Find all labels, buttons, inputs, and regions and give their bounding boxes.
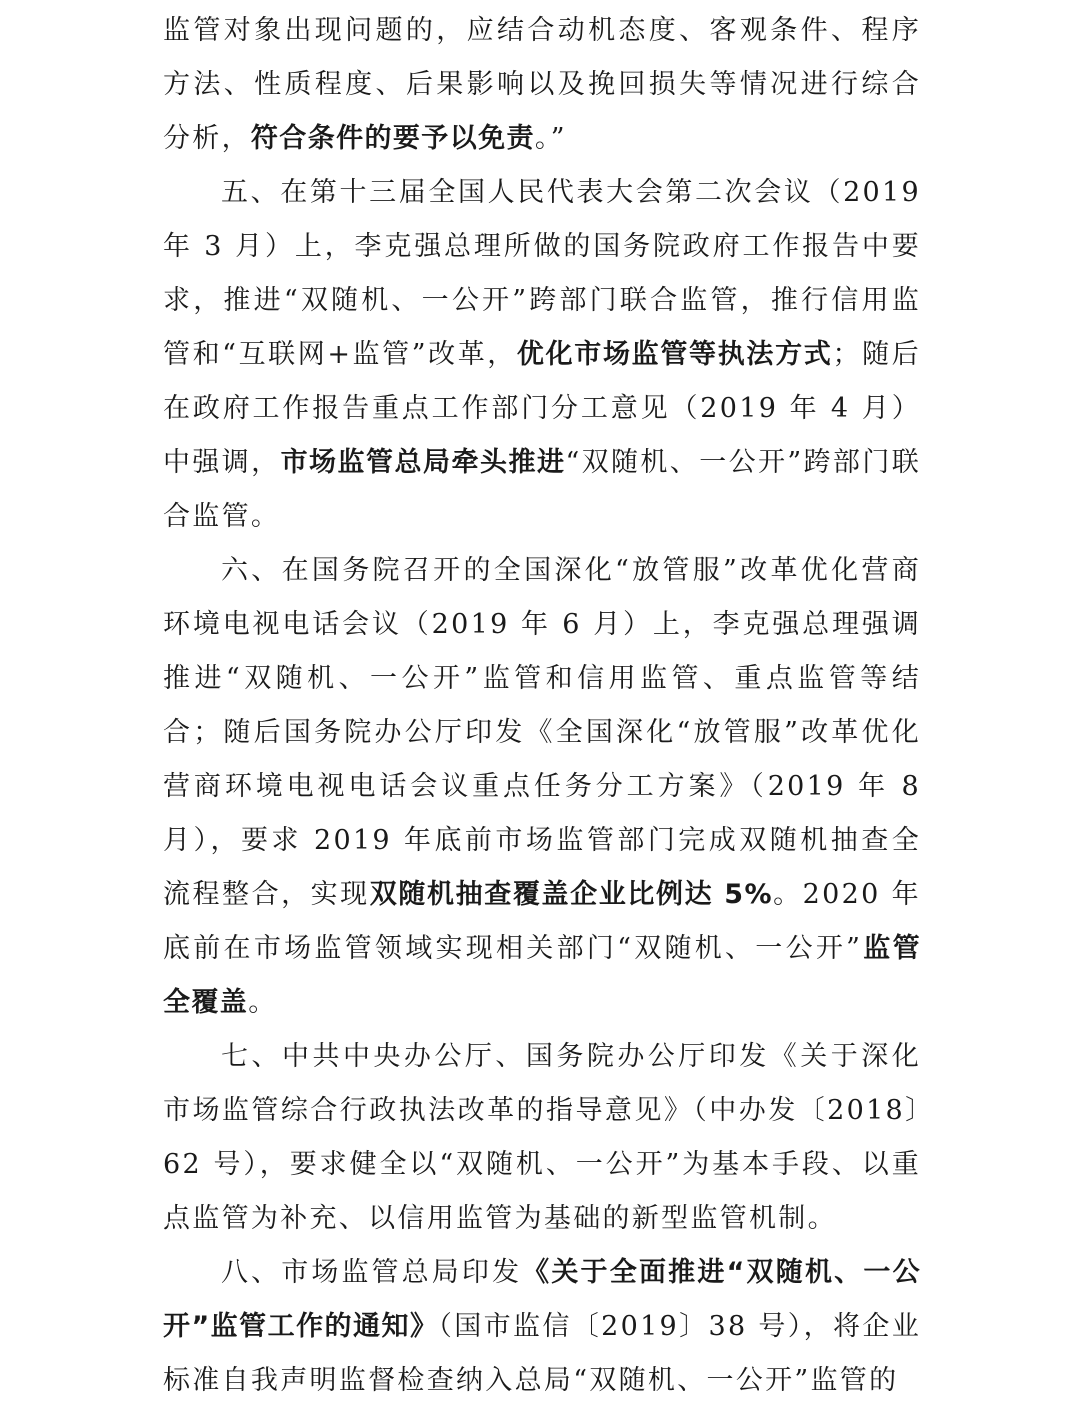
- bold-text-run: 《关于全面推进“双随机、一公开”监管工作的通知》: [163, 1257, 921, 1342]
- text-run: 。2020 年底前在市场监管领域实现相关部门“双随机、一公开”: [163, 879, 921, 964]
- bold-text-run: 市场监管总局牵头推进: [280, 447, 566, 478]
- text-run: “双随机、一公开”跨部门联合监管。: [163, 447, 922, 532]
- text-run: 。: [248, 987, 278, 1018]
- text-run: 五、在第十三届全国人民代表大会第二次会议（2019 年 3 月）上，李克强总理所做的国务院政府工作报告中要求，推进“双随机、一公开”跨部门联合监管，推行信用监管和“互联网+监管”改革，: [163, 177, 921, 370]
- text-run: ；随后在政府工作报告重点工作部门分工意见（2019 年 4 月）中强调，: [163, 339, 921, 478]
- paragraph-6: [163, 544, 921, 1030]
- paragraph-7: [163, 1030, 921, 1246]
- bold-text-run: 优化市场监管等执法方式: [516, 339, 833, 370]
- bold-text-run: 符合条件的要予以免责: [250, 123, 535, 154]
- bold-text-run: 监管全覆盖: [163, 933, 921, 1018]
- text-run: 六、在国务院召开的全国深化“放管服”改革优化营商环境电视电话会议（2019 年 6 月）上，李克强总理强调推进“双随机、一公开”监管和信用监管、重点监管等结合；随后国务院办公厅印发《全国深化“放管服”改革优化营商环境电视电话会议重点任务分工方案》（2019 年 8 月），要求 2019 年底前市场监管部门完成双随机抽查全流程整合，实现: [163, 555, 921, 910]
- text-run: 七、中共中央办公厅、国务院办公厅印发《关于深化市场监管综合行政执法改革的指导意见》（中办发〔2018〕62 号），要求健全以“双随机、一公开”为基本手段、以重点监管为补充、以信用监管为基础的新型监管机制。: [163, 1041, 921, 1234]
- text-run: 八、市场监管总局印发: [221, 1257, 523, 1288]
- text-run: 监管对象出现问题的，应结合动机态度、客观条件、程序方法、性质程度、后果影响以及挽回损失等情况进行综合分析，: [163, 15, 921, 154]
- paragraph-5: [163, 166, 921, 544]
- paragraph-4-continuation: [163, 4, 921, 166]
- text-run: （国市监信〔2019〕38 号），将企业标准自我声明监督检查纳入总局“双随机、一公开”监管的: [163, 1311, 922, 1396]
- document-body: [163, 4, 921, 1408]
- bold-text-run: 双随机抽查覆盖企业比例达 5%: [369, 879, 773, 910]
- text-run: 。”: [534, 123, 567, 154]
- paragraph-8: [163, 1246, 921, 1408]
